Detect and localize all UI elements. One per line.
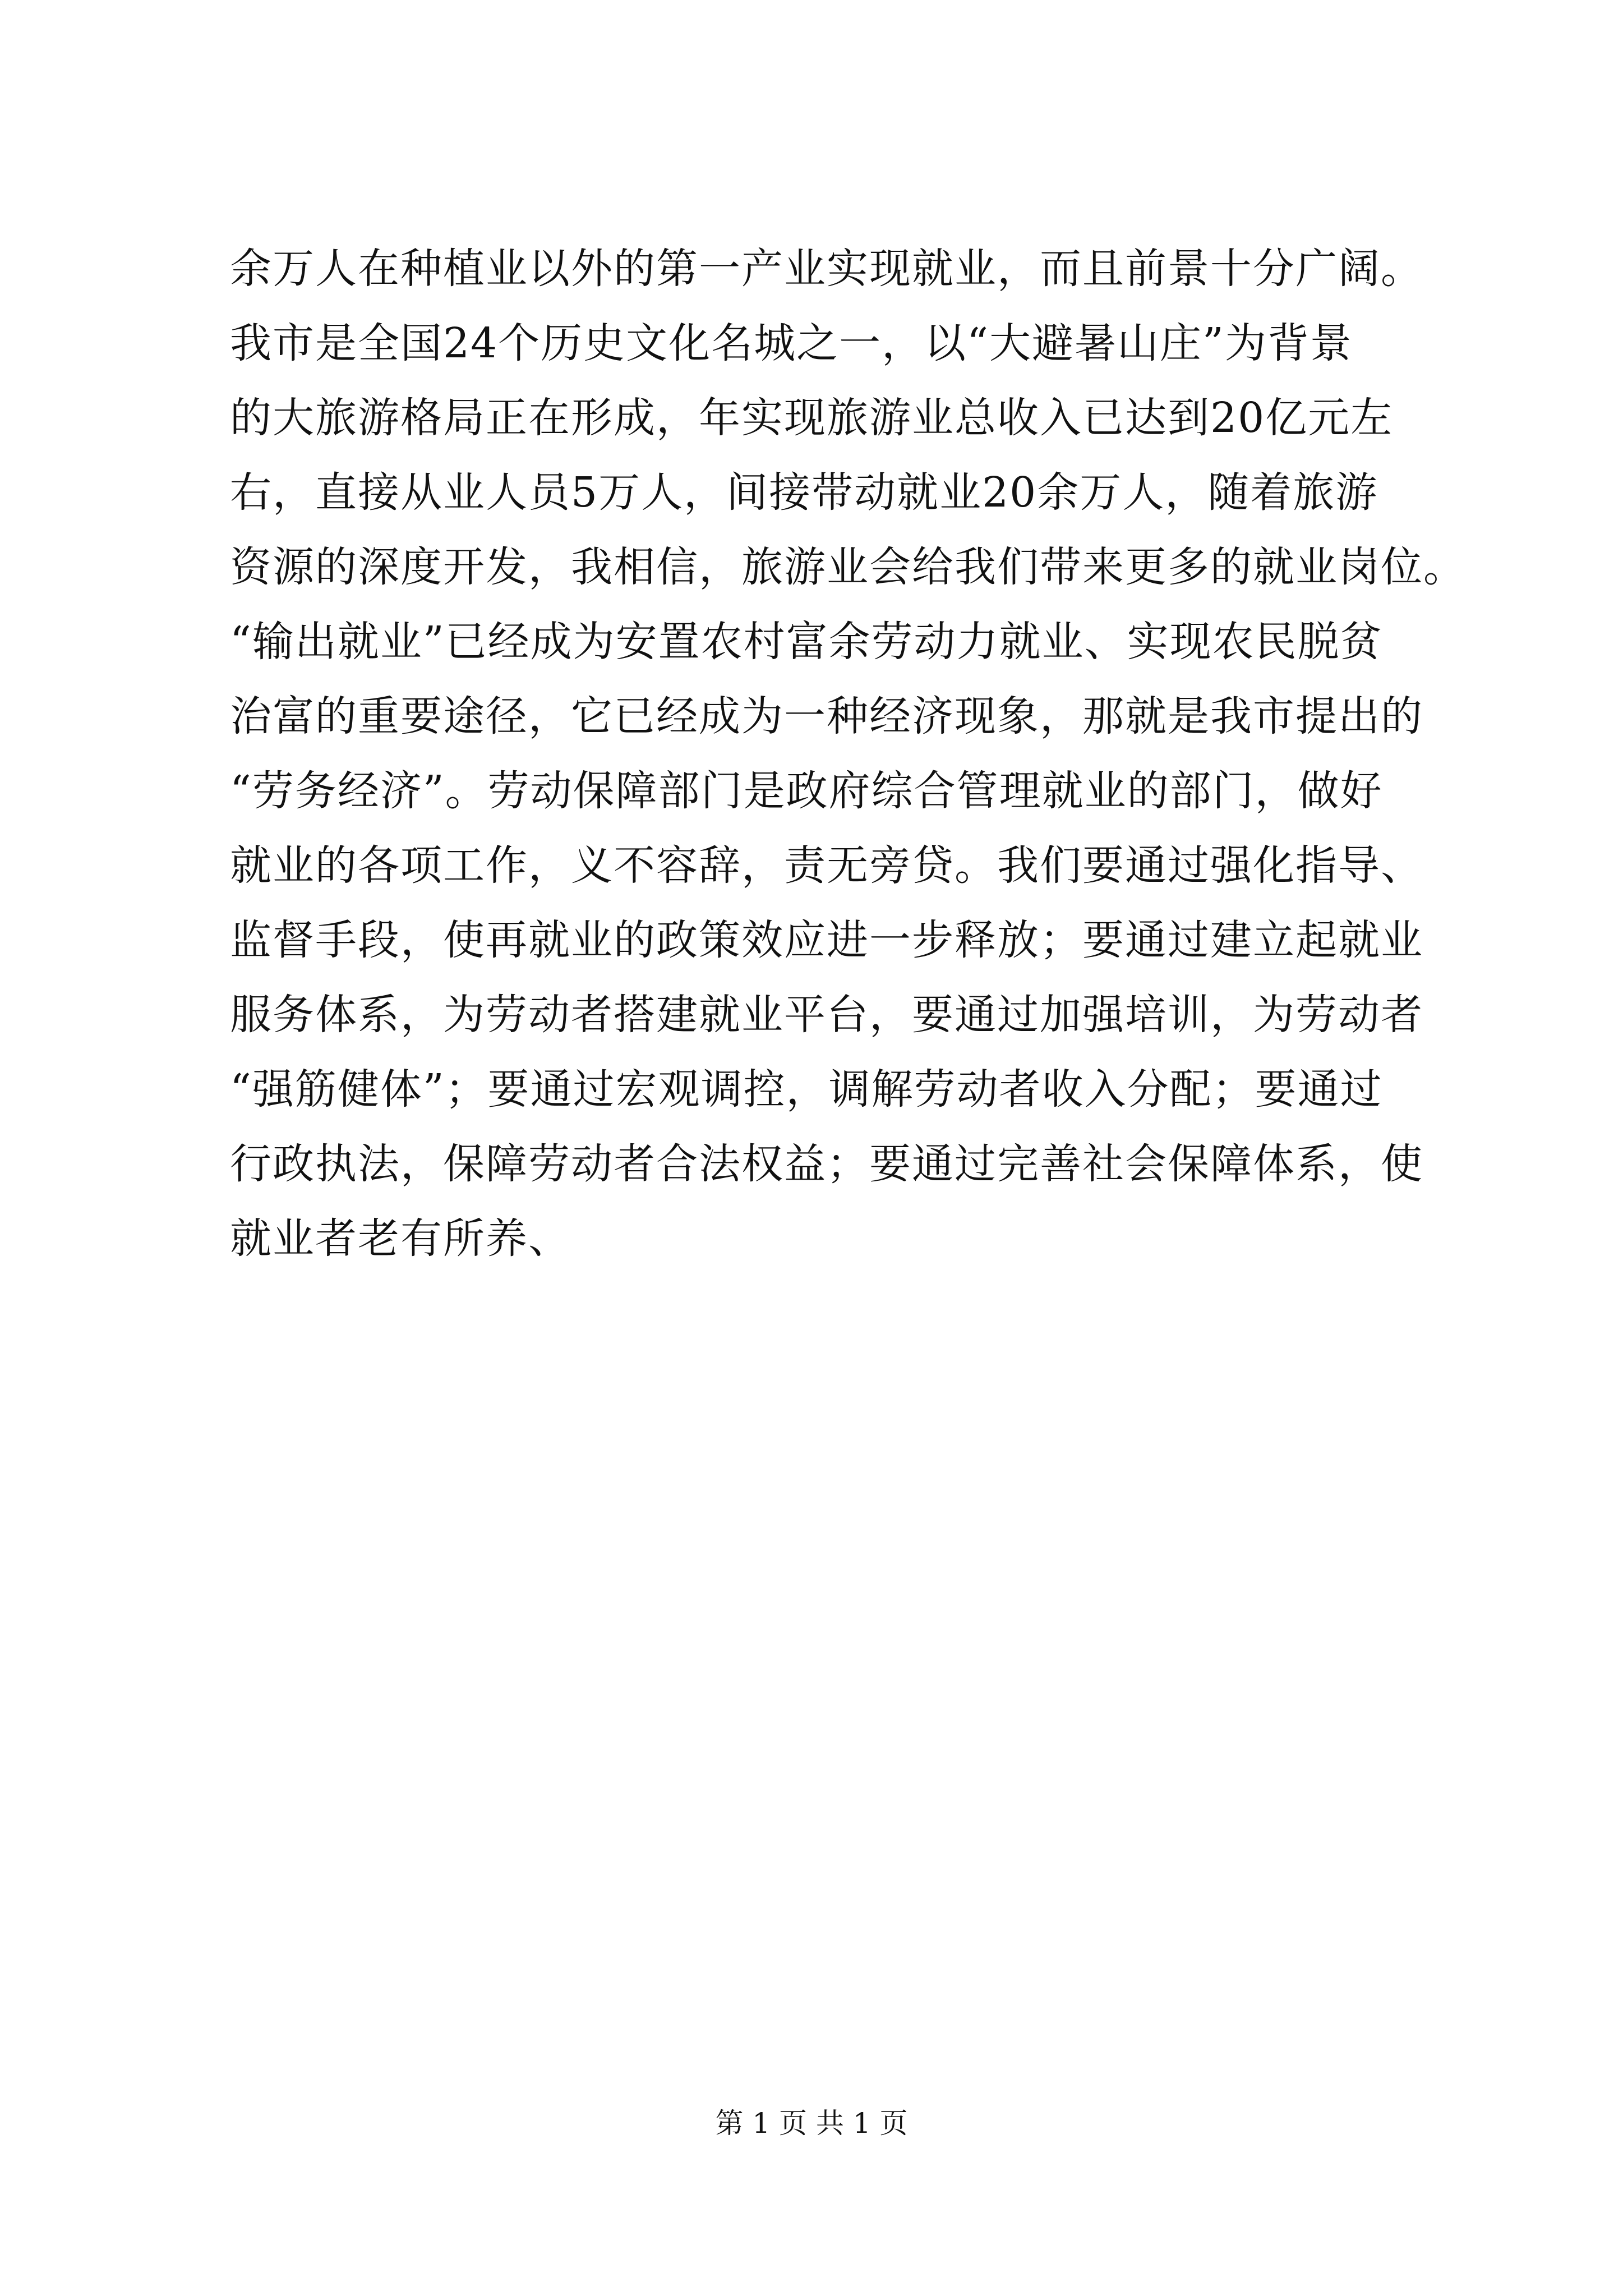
text-line: “劳务经济”。劳动保障部门是政府综合管理就业的部门，做好 [230,767,1383,815]
text-line: 就业的各项工作，义不容辞，责无旁贷。我们要通过强化指导、 [230,841,1423,890]
text-line: 资源的深度开发，我相信，旅游业会给我们带来更多的就业岗位。 [230,543,1466,591]
text-line: 服务体系，为劳动者搭建就业平台，要通过加强培训，为劳动者 [230,991,1423,1039]
text-line: 监督手段，使再就业的政策效应进一步释放；要通过建立起就业 [230,916,1423,964]
text-line: 的大旅游格局正在形成，年实现旅游业总收入已达到20亿元左 [230,394,1394,442]
text-line: 治富的重要途径，它已经成为一种经济现象，那就是我市提出的 [230,692,1423,740]
text-line: 右，直接从业人员5万人，间接带动就业20余万人，随着旅游 [230,468,1378,517]
page-footer [0,2101,1623,2141]
page-number-label: 第 1 页 共 1 页 [715,2107,908,2139]
text-line: 行政执法，保障劳动者合法权益；要通过完善社会保障体系，使 [230,1140,1423,1188]
text-line: 余万人在种植业以外的第一产业实现就业，而且前景十分广阔。 [230,245,1423,293]
text-line: “强筋健体”；要通过宏观调控，调解劳动者收入分配；要通过 [230,1065,1383,1114]
body-paragraph [230,232,1466,1276]
text-line: “输出就业”已经成为安置农村富余劳动力就业、实现农民脱贫 [230,618,1383,666]
text-line: 就业者老有所养、 [230,1214,571,1263]
text-line: 我市是全国24个历史文化名城之一，以“大避暑山庄”为背景 [230,319,1353,367]
